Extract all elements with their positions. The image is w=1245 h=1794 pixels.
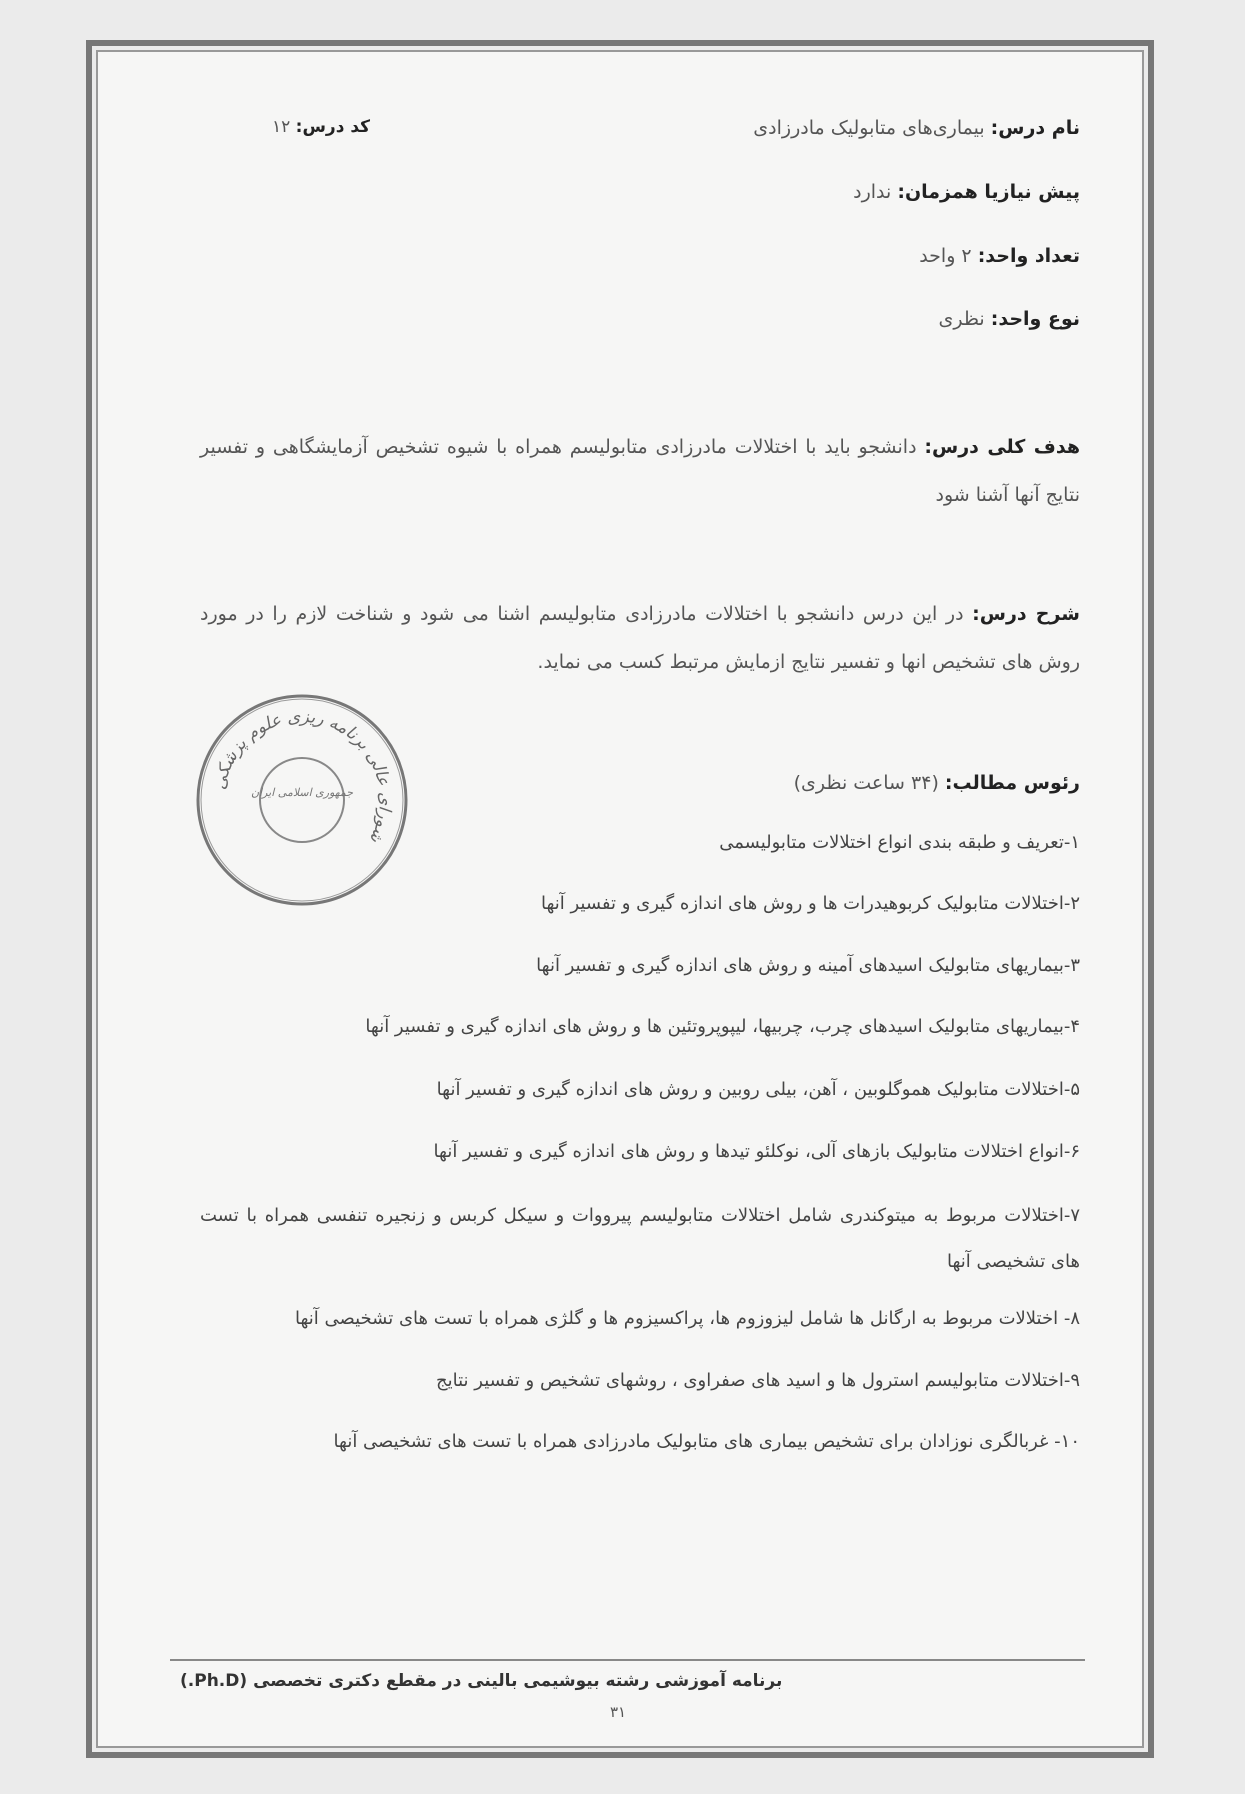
topic-item: ۳-بیماریهای متابولیک اسیدهای آمینه و روش های اندازه گیری و تفسیر آنها [536, 955, 1080, 976]
course-code-value: ۱۲ [272, 117, 291, 137]
units-row [919, 245, 1080, 267]
units-label: تعداد واحد: [977, 245, 1080, 267]
footer-program-title: برنامه آموزشی رشته بیوشیمی بالینی در مقطع دکتری تخصصی (Ph.D.) [180, 1671, 783, 1691]
topic-item: ۵-اختلالات متابولیک هموگلوبین ، آهن، بیلی روبین و روش های اندازه گیری و تفسیر آنها [436, 1079, 1080, 1100]
prereq-row [853, 181, 1080, 203]
topic-item: ۹-اختلالات متابولیسم استرول ها و اسید های صفراوی ، روشهای تشخیص و تفسیر نتایج [436, 1370, 1080, 1391]
unit-type-value: نظری [938, 308, 985, 330]
official-seal-stamp [192, 690, 412, 910]
units-value: ۲ واحد [919, 245, 972, 267]
topic-item: ۱-تعریف و طبقه بندی انواع اختلالات متابولیسمی [719, 832, 1080, 853]
course-name-label: نام درس: [990, 117, 1080, 139]
course-goal-text: دانشجو باید با اختلالات مادرزادی متابولیسم همراه با شیوه تشخیص آزمایشگاهی و تفسیر نتایج آنها آشنا شود [200, 436, 1080, 506]
course-name-value: بیماری‌های متابولیک مادرزادی [753, 117, 985, 139]
prereq-label: پیش نیازیا همزمان: [897, 181, 1080, 203]
footer-divider [170, 1659, 1085, 1661]
topics-label: رئوس مطالب: [944, 772, 1080, 794]
course-description [200, 590, 1080, 686]
topic-item: ۴-بیماریهای متابولیک اسیدهای چرب، چربیها، لیپوپروتئین ها و روش های اندازه گیری و تفسیر آنها [365, 1016, 1080, 1037]
course-name-row [753, 117, 1080, 139]
topics-hours: (۳۴ ساعت نظری) [793, 772, 939, 794]
course-code-label: کد درس: [295, 117, 371, 137]
topics-heading [794, 772, 1080, 794]
topic-item: ۶-انواع اختلالات متابولیک بازهای آلی، نوکلئو تیدها و روش های اندازه گیری و تفسیر آنها [433, 1141, 1080, 1162]
prereq-value: ندارد [853, 181, 892, 203]
seal-inner-text: جمهوری اسلامی ایران [250, 786, 354, 799]
topic-item: ۸- اختلالات مربوط به ارگانل ها شامل لیزوزوم ها، پراکسیزوم ها و گلژی همراه با تست های تشخیصی آنها [295, 1308, 1080, 1329]
course-goal [200, 423, 1080, 519]
seal-outer-text: شورای عالی برنامه ریزی علوم پزشکی [209, 706, 396, 846]
topic-item: ۱۰- غربالگری نوزادان برای تشخیص بیماری های متابولیک مادرزادی همراه با تست های تشخیصی آنها [333, 1431, 1080, 1452]
course-description-label: شرح درس: [972, 603, 1080, 625]
unit-type-row [938, 308, 1080, 330]
course-description-text: در این درس دانشجو با اختلالات مادرزادی متابولیسم اشنا می شود و شناخت لازم را در مورد روش های تشخیص انها و تفسیر نتایج ازمایش مرتبط کسب می نماید. [200, 603, 1080, 673]
unit-type-label: نوع واحد: [990, 308, 1080, 330]
course-goal-label: هدف کلی درس: [924, 436, 1081, 458]
topic-item: ۲-اختلالات متابولیک کربوهیدرات ها و روش های اندازه گیری و تفسیر آنها [540, 893, 1080, 914]
topic-item: ۷-اختلالات مربوط به میتوکندری شامل اختلالات متابولیسم پیرووات و سیکل کربس و زنجیره تنفسی همراه با تست های تشخیصی آنها [200, 1205, 1080, 1272]
page-number: ۳۱ [610, 1703, 627, 1721]
course-code-row [272, 117, 370, 137]
